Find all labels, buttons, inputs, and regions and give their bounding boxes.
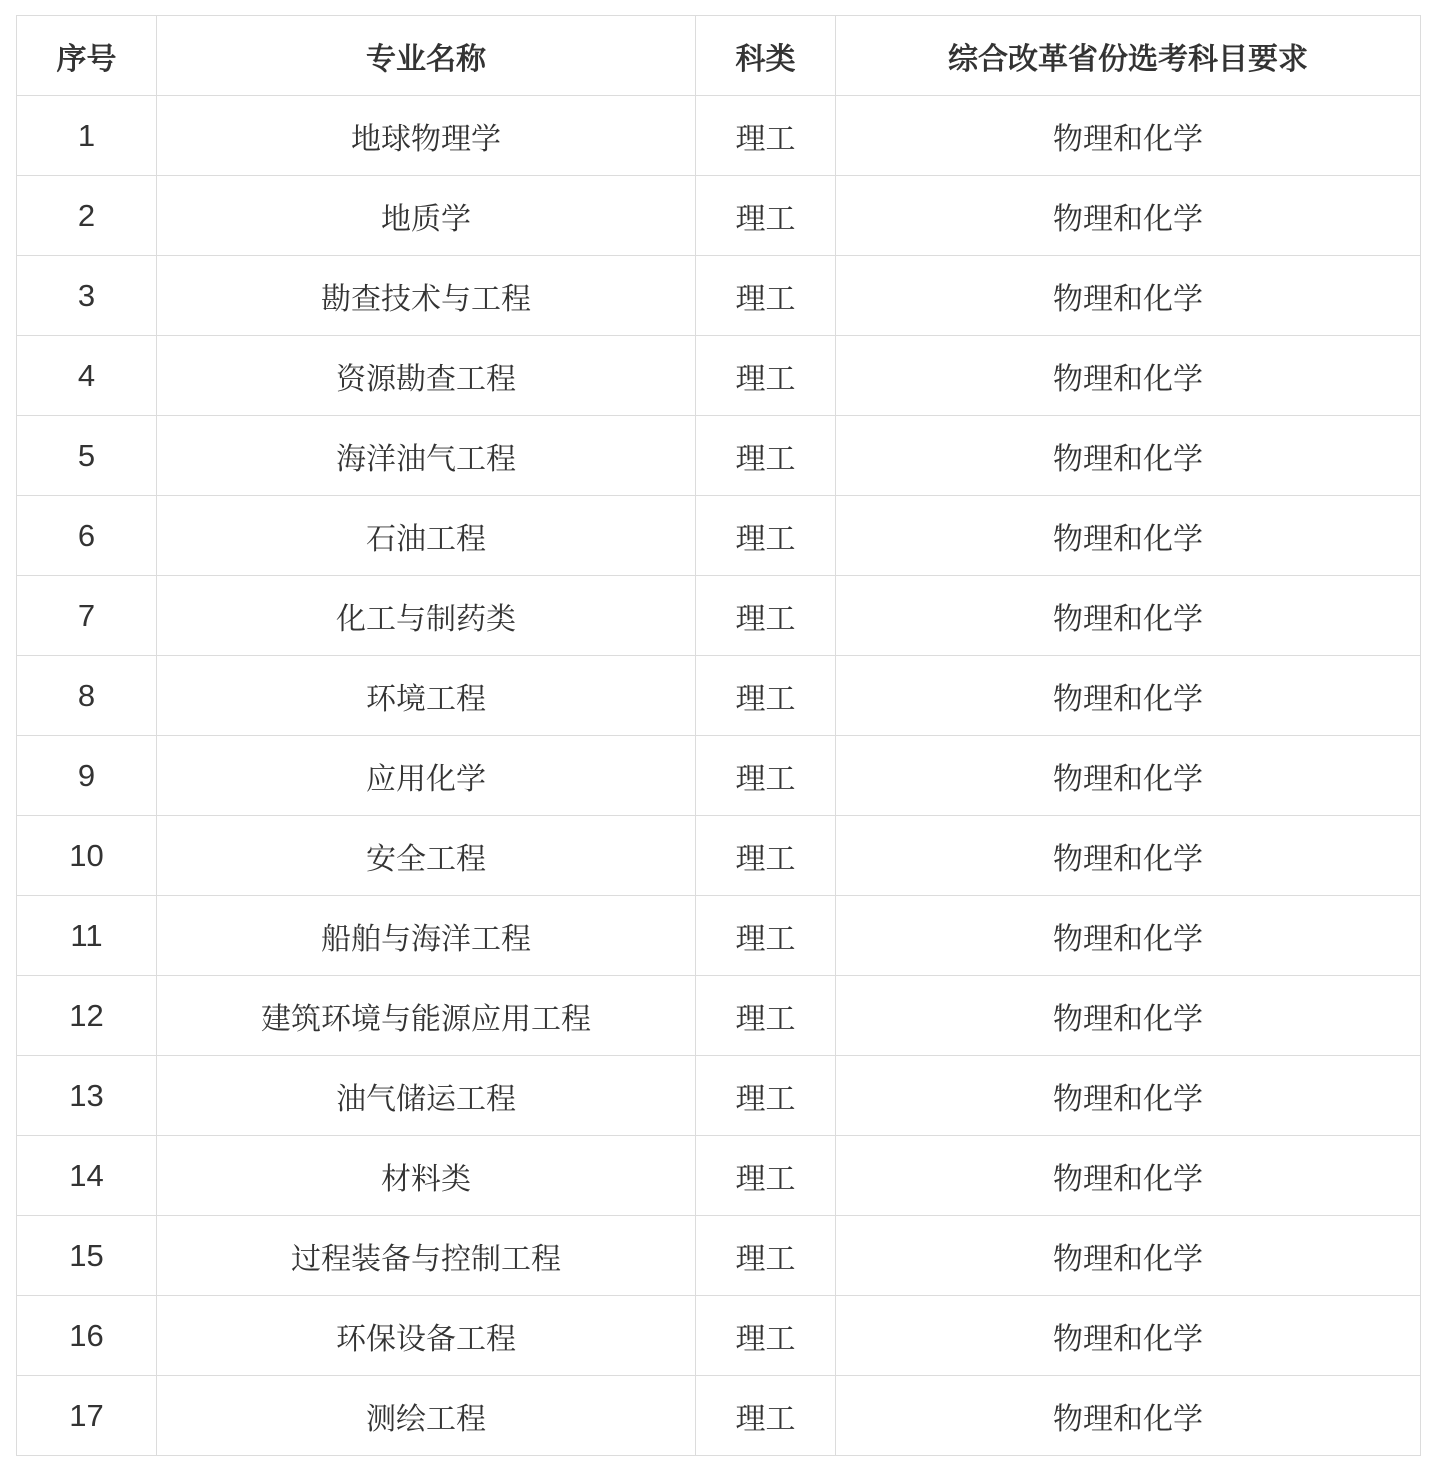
row-number-cell: 7 [17, 576, 157, 656]
requirement-cell: 物理和化学 [836, 496, 1421, 576]
row-number-cell: 3 [17, 256, 157, 336]
category-cell: 理工 [696, 1376, 836, 1456]
requirement-cell: 物理和化学 [836, 96, 1421, 176]
category-cell: 理工 [696, 1216, 836, 1296]
major-name-cell: 地球物理学 [157, 96, 696, 176]
row-number-cell: 12 [17, 976, 157, 1056]
table-row [17, 416, 1421, 496]
category-cell: 理工 [696, 736, 836, 816]
major-name-cell: 过程装备与控制工程 [157, 1216, 696, 1296]
category-cell: 理工 [696, 496, 836, 576]
category-cell: 理工 [696, 256, 836, 336]
row-number-cell: 6 [17, 496, 157, 576]
row-number-cell: 14 [17, 1136, 157, 1216]
table-row [17, 1296, 1421, 1376]
major-name-cell: 化工与制药类 [157, 576, 696, 656]
table-row [17, 656, 1421, 736]
table-row [17, 256, 1421, 336]
header-row [17, 16, 1421, 96]
row-number-cell: 4 [17, 336, 157, 416]
row-number-cell: 9 [17, 736, 157, 816]
requirement-cell: 物理和化学 [836, 1296, 1421, 1376]
row-number-cell: 11 [17, 896, 157, 976]
row-number-cell: 5 [17, 416, 157, 496]
header-major: 专业名称 [157, 16, 696, 96]
major-name-cell: 海洋油气工程 [157, 416, 696, 496]
category-cell: 理工 [696, 1056, 836, 1136]
requirement-cell: 物理和化学 [836, 256, 1421, 336]
table-header [17, 16, 1421, 96]
major-name-cell: 环保设备工程 [157, 1296, 696, 1376]
major-name-cell: 油气储运工程 [157, 1056, 696, 1136]
requirement-cell: 物理和化学 [836, 336, 1421, 416]
table-row [17, 176, 1421, 256]
major-name-cell: 石油工程 [157, 496, 696, 576]
table-body [17, 96, 1421, 1456]
requirement-cell: 物理和化学 [836, 816, 1421, 896]
major-name-cell: 应用化学 [157, 736, 696, 816]
table-row [17, 336, 1421, 416]
category-cell: 理工 [696, 1136, 836, 1216]
table-row [17, 576, 1421, 656]
table-row [17, 96, 1421, 176]
table-row [17, 736, 1421, 816]
requirement-cell: 物理和化学 [836, 976, 1421, 1056]
requirement-cell: 物理和化学 [836, 416, 1421, 496]
category-cell: 理工 [696, 176, 836, 256]
row-number-cell: 10 [17, 816, 157, 896]
majors-table [16, 15, 1421, 1456]
table-row [17, 1056, 1421, 1136]
row-number-cell: 2 [17, 176, 157, 256]
table-row [17, 976, 1421, 1056]
row-number-cell: 8 [17, 656, 157, 736]
category-cell: 理工 [696, 1296, 836, 1376]
table-row [17, 1376, 1421, 1456]
header-no: 序号 [17, 16, 157, 96]
row-number-cell: 17 [17, 1376, 157, 1456]
category-cell: 理工 [696, 336, 836, 416]
requirement-cell: 物理和化学 [836, 1056, 1421, 1136]
category-cell: 理工 [696, 896, 836, 976]
major-name-cell: 建筑环境与能源应用工程 [157, 976, 696, 1056]
category-cell: 理工 [696, 656, 836, 736]
requirement-cell: 物理和化学 [836, 576, 1421, 656]
table-row [17, 1216, 1421, 1296]
major-name-cell: 测绘工程 [157, 1376, 696, 1456]
requirement-cell: 物理和化学 [836, 736, 1421, 816]
category-cell: 理工 [696, 576, 836, 656]
table-row [17, 496, 1421, 576]
category-cell: 理工 [696, 816, 836, 896]
row-number-cell: 13 [17, 1056, 157, 1136]
header-requirement: 综合改革省份选考科目要求 [836, 16, 1421, 96]
requirement-cell: 物理和化学 [836, 1216, 1421, 1296]
category-cell: 理工 [696, 416, 836, 496]
row-number-cell: 15 [17, 1216, 157, 1296]
major-name-cell: 资源勘查工程 [157, 336, 696, 416]
requirement-cell: 物理和化学 [836, 896, 1421, 976]
category-cell: 理工 [696, 976, 836, 1056]
requirement-cell: 物理和化学 [836, 1136, 1421, 1216]
major-name-cell: 船舶与海洋工程 [157, 896, 696, 976]
table-row [17, 1136, 1421, 1216]
major-name-cell: 地质学 [157, 176, 696, 256]
requirement-cell: 物理和化学 [836, 656, 1421, 736]
requirement-cell: 物理和化学 [836, 176, 1421, 256]
category-cell: 理工 [696, 96, 836, 176]
major-name-cell: 勘查技术与工程 [157, 256, 696, 336]
table-row [17, 816, 1421, 896]
major-name-cell: 环境工程 [157, 656, 696, 736]
row-number-cell: 16 [17, 1296, 157, 1376]
table-row [17, 896, 1421, 976]
major-name-cell: 安全工程 [157, 816, 696, 896]
header-category: 科类 [696, 16, 836, 96]
major-name-cell: 材料类 [157, 1136, 696, 1216]
requirement-cell: 物理和化学 [836, 1376, 1421, 1456]
row-number-cell: 1 [17, 96, 157, 176]
